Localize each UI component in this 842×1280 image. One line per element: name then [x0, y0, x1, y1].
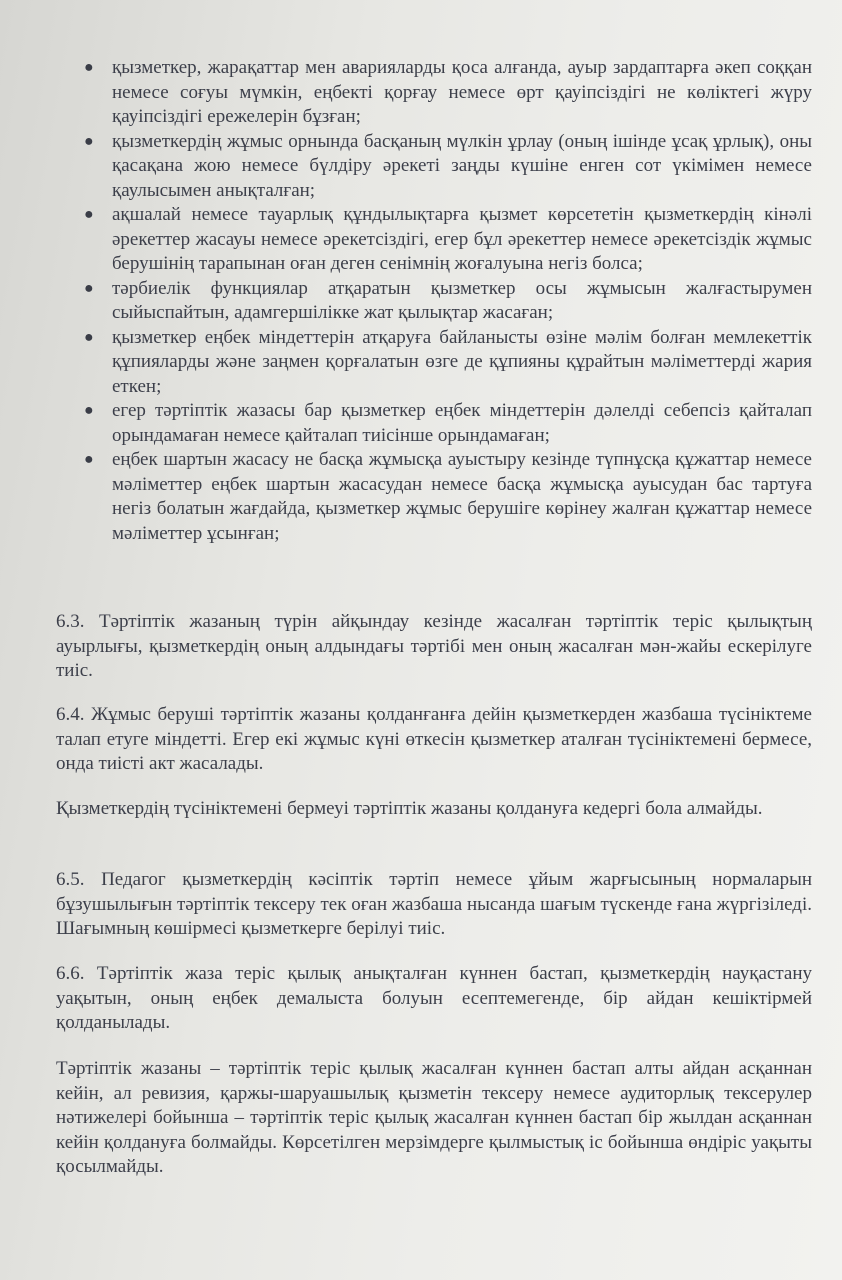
violations-bullet-list: [84, 56, 812, 546]
bullet-icon: ●: [84, 279, 94, 297]
bullet-icon: ●: [84, 402, 94, 419]
bullet-icon: ●: [84, 132, 94, 150]
bullet-item: [84, 326, 812, 400]
paragraph-6-4: 6.4. Жұмыс беруші тәртіптік жазаны қолданғанға дейін қызметкерден жазбаша түсініктеме талап етуге міндетті. Егер екі жұмыс күні өткесін қызметкер аталған түсініктемені бермесе, онда тиісті акт жасалады.: [56, 704, 812, 774]
paragraph-6-3: 6.3. Тәртіптік жазаның түрін айқындау кезінде жасалған тәртіптік теріс қылықтың ауырлығы, қызметкердің оның алдындағы тәртібі мен оның жасалған мән-жайы ескерілуге тиіс.: [56, 611, 812, 681]
bullet-text: егер тәртіптік жазасы бар қызметкер еңбек міндеттерін дәлелді себепсіз қайталап орындамаған немесе қайталап тиісінше орындамаған;: [112, 400, 812, 446]
bullet-text: тәрбиелік функциялар атқаратын қызметкер осы жұмысын жалғастырумен сыйыспайтын, адамгершілікке жат қылықтар жасаған;: [112, 277, 812, 323]
bullet-icon: ●: [84, 59, 94, 76]
paragraph-time-limits: Тәртіптік жазаны – тәртіптік теріс қылық жасалған күннен бастап алты айдан асқаннан кейін, ал ревизия, қаржы-шаруашылық қызметін тексеру немесе аудиторлық тексерулер нәтижелері бойынша – тәртіптік теріс қылық жасалған күннен бастап бір жылдан асқаннан кейін қолдануға болмайды. Көрсетілген мерзімдерге қылмыстық іс бойынша өндіріс уақыты қосылмайды.: [56, 1058, 812, 1177]
bullet-text: қызметкер еңбек міндеттерін атқаруға байланысты өзіне мәлім болған мемлекеттік құпияларды және заңмен қорғалатын өзге де құпияны құрайтын мәліметтерді жария еткен;: [112, 326, 812, 397]
bullet-item: [84, 277, 812, 326]
bullet-icon: ●: [84, 451, 94, 468]
bullet-item: [84, 448, 812, 546]
bullet-item: [84, 130, 812, 204]
paragraph-6-5: 6.5. Педагог қызметкердің кәсіптік тәртіп немесе ұйым жарғысының нормаларын бұзушылығын тәртіптік тексеру тек оған жазбаша нысанда шағым түскенде ғана жүргізіледі. Шағымның көшірмесі қызметкерге берілуі тиіс.: [56, 869, 812, 939]
bullet-item: [84, 399, 812, 448]
bullet-text: қызметкер, жарақаттар мен аварияларды қоса алғанда, ауыр зардаптарға әкеп соққан немесе соғуы мүмкін, еңбекті қорғау немесе өрт қауіпсіздігі не көліктегі жүру қауіпсіздігі ережелерін бұзған;: [112, 57, 812, 127]
bullet-text: еңбек шартын жасасу не басқа жұмысқа ауыстыру кезінде түпнұсқа құжаттар немесе мәліметтер еңбек шартын жасасудан немесе басқа жұмысқа ауысудан бас тартуға негіз болатын жағдайда, қызметкер жұмыс берушіге көрінеу жалған құжаттар немесе мәліметтер ұсынған;: [112, 449, 812, 544]
bullet-icon: ●: [84, 206, 94, 223]
bullet-item: [84, 56, 812, 130]
bullet-icon: ●: [84, 328, 94, 346]
paragraph-6-6: 6.6. Тәртіптік жаза теріс қылық анықталған күннен бастап, қызметкердің науқастану уақытын, оның еңбек демалыста болуын есептемегенде, бір айдан кешіктірмей қолданылады.: [56, 963, 812, 1033]
paragraph-explanation-refusal: Қызметкердің түсініктемені бермеуі тәртіптік жазаны қолдануға кедергі бола алмайды.: [56, 798, 763, 819]
bullet-text: қызметкердің жұмыс орнында басқаның мүлкін ұрлау (оның ішінде ұсақ ұрлық), оны қасақана жою немесе бүлдіру әрекеті заңды күшіне енген сот үкімімен немесе қаулысымен анықталған;: [112, 130, 812, 201]
bullet-item: [84, 203, 812, 277]
bullet-text: ақшалай немесе тауарлық құндылықтарға қызмет көрсететін қызметкердің кінәлі әрекеттер жасауы немесе әрекетсіздігі, егер бұл әрекеттер немесе әрекетсіздік жұмыс берушінің тарапынан оған деген сенімнің жоғалуына негіз болса;: [112, 204, 812, 274]
